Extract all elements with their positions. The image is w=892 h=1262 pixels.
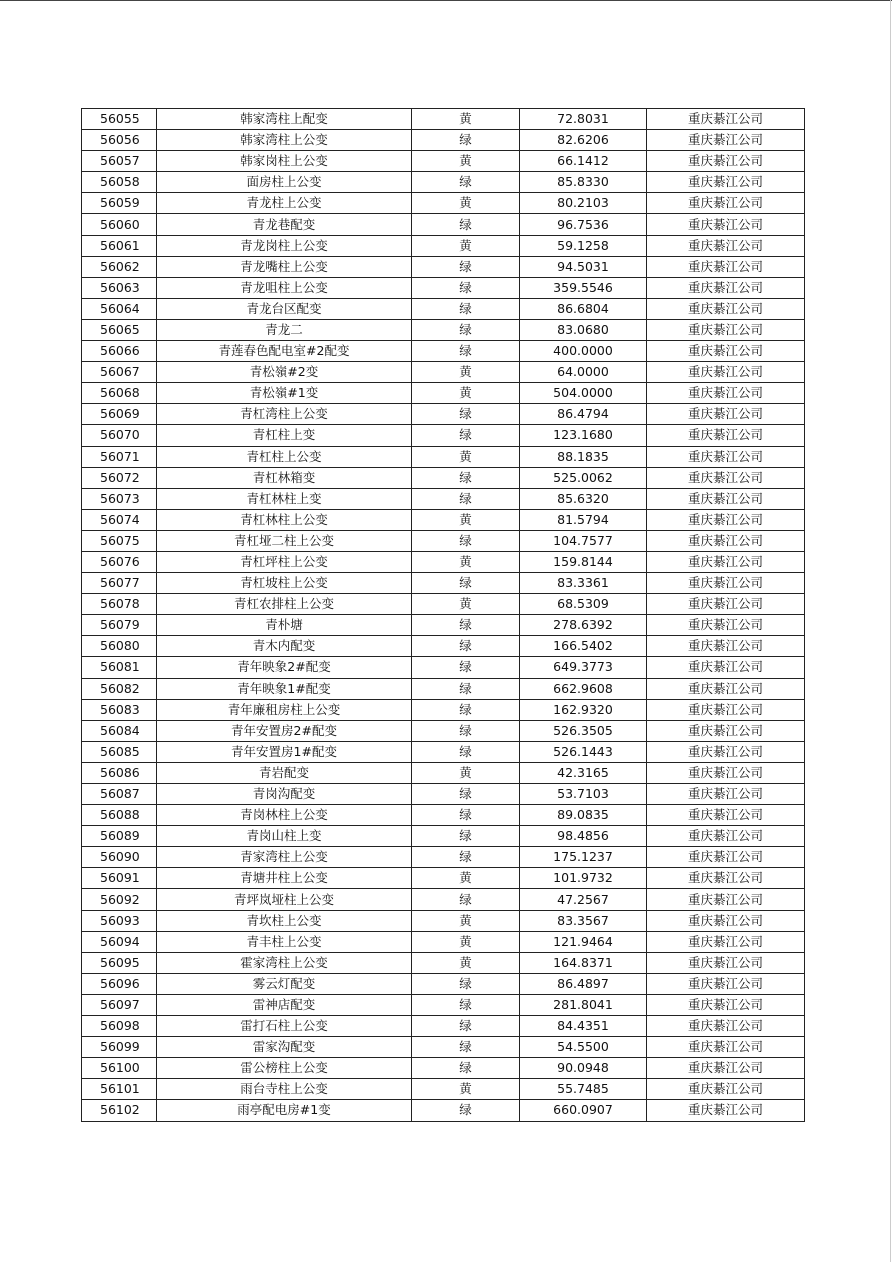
cell-id: 56058: [82, 172, 157, 193]
cell-level: 黄: [412, 762, 520, 783]
cell-company: 重庆綦江公司: [647, 467, 805, 488]
cell-level: 黄: [412, 383, 520, 404]
table-row: [82, 151, 805, 172]
cell-value: 96.7536: [520, 214, 647, 235]
table-row: [82, 910, 805, 931]
cell-level: 绿: [412, 256, 520, 277]
cell-value: 121.9464: [520, 931, 647, 952]
table-row: [82, 973, 805, 994]
cell-id: 56061: [82, 235, 157, 256]
cell-value: 85.8330: [520, 172, 647, 193]
cell-value: 660.0907: [520, 1100, 647, 1121]
cell-name: 青岩配变: [157, 762, 412, 783]
cell-name: 青龙巷配变: [157, 214, 412, 235]
cell-name: 青龙柱上公变: [157, 193, 412, 214]
cell-id: 56084: [82, 720, 157, 741]
cell-level: 黄: [412, 868, 520, 889]
cell-level: 黄: [412, 910, 520, 931]
table-row: [82, 952, 805, 973]
cell-value: 81.5794: [520, 509, 647, 530]
cell-level: 绿: [412, 636, 520, 657]
cell-value: 72.8031: [520, 109, 647, 130]
cell-name: 青家湾柱上公变: [157, 847, 412, 868]
cell-id: 56067: [82, 362, 157, 383]
cell-id: 56060: [82, 214, 157, 235]
table-row: [82, 256, 805, 277]
table-row: [82, 678, 805, 699]
cell-company: 重庆綦江公司: [647, 741, 805, 762]
table-row: [82, 762, 805, 783]
cell-company: 重庆綦江公司: [647, 826, 805, 847]
table-row: [82, 805, 805, 826]
table-row: [82, 826, 805, 847]
cell-value: 54.5500: [520, 1037, 647, 1058]
cell-id: 56059: [82, 193, 157, 214]
cell-id: 56091: [82, 868, 157, 889]
cell-level: 黄: [412, 952, 520, 973]
cell-id: 56097: [82, 994, 157, 1015]
cell-value: 89.0835: [520, 805, 647, 826]
cell-level: 黄: [412, 235, 520, 256]
cell-name: 青年安置房1#配变: [157, 741, 412, 762]
cell-name: 青年映象2#配变: [157, 657, 412, 678]
cell-value: 47.2567: [520, 889, 647, 910]
cell-id: 56080: [82, 636, 157, 657]
cell-company: 重庆綦江公司: [647, 994, 805, 1015]
cell-level: 绿: [412, 319, 520, 340]
cell-id: 56101: [82, 1079, 157, 1100]
cell-company: 重庆綦江公司: [647, 1058, 805, 1079]
cell-level: 绿: [412, 678, 520, 699]
cell-level: 黄: [412, 509, 520, 530]
table-row: [82, 404, 805, 425]
cell-level: 黄: [412, 362, 520, 383]
cell-id: 56073: [82, 488, 157, 509]
cell-id: 56082: [82, 678, 157, 699]
cell-id: 56089: [82, 826, 157, 847]
table-row: [82, 551, 805, 572]
cell-level: 绿: [412, 214, 520, 235]
cell-company: 重庆綦江公司: [647, 425, 805, 446]
cell-id: 56077: [82, 573, 157, 594]
cell-id: 56057: [82, 151, 157, 172]
cell-name: 青杠垭二柱上公变: [157, 530, 412, 551]
cell-value: 175.1237: [520, 847, 647, 868]
cell-id: 56075: [82, 530, 157, 551]
table-row: [82, 594, 805, 615]
table-row: [82, 994, 805, 1015]
cell-level: 绿: [412, 298, 520, 319]
table-body: [82, 109, 805, 1122]
cell-id: 56066: [82, 341, 157, 362]
cell-name: 霍家湾柱上公变: [157, 952, 412, 973]
cell-name: 青龙咀柱上公变: [157, 277, 412, 298]
cell-name: 青松嶺#1变: [157, 383, 412, 404]
cell-name: 青塘井柱上公变: [157, 868, 412, 889]
cell-id: 56100: [82, 1058, 157, 1079]
cell-id: 56094: [82, 931, 157, 952]
table-row: [82, 298, 805, 319]
table-row: [82, 889, 805, 910]
cell-company: 重庆綦江公司: [647, 678, 805, 699]
cell-company: 重庆綦江公司: [647, 130, 805, 151]
cell-value: 42.3165: [520, 762, 647, 783]
cell-value: 85.6320: [520, 488, 647, 509]
cell-company: 重庆綦江公司: [647, 193, 805, 214]
transformer-table: [81, 108, 805, 1122]
cell-value: 68.5309: [520, 594, 647, 615]
cell-name: 青莲春色配电室#2配变: [157, 341, 412, 362]
cell-name: 青岗山柱上变: [157, 826, 412, 847]
cell-id: 56056: [82, 130, 157, 151]
cell-value: 94.5031: [520, 256, 647, 277]
cell-value: 88.1835: [520, 446, 647, 467]
cell-id: 56069: [82, 404, 157, 425]
table-row: [82, 488, 805, 509]
cell-level: 绿: [412, 657, 520, 678]
cell-level: 绿: [412, 1058, 520, 1079]
cell-value: 123.1680: [520, 425, 647, 446]
cell-id: 56083: [82, 699, 157, 720]
cell-company: 重庆綦江公司: [647, 720, 805, 741]
cell-company: 重庆綦江公司: [647, 889, 805, 910]
table-row: [82, 868, 805, 889]
table-row: [82, 446, 805, 467]
cell-level: 黄: [412, 551, 520, 572]
cell-id: 56065: [82, 319, 157, 340]
cell-level: 绿: [412, 741, 520, 762]
cell-name: 雷打石柱上公变: [157, 1016, 412, 1037]
cell-name: 青杠坡柱上公变: [157, 573, 412, 594]
table-row: [82, 341, 805, 362]
cell-id: 56092: [82, 889, 157, 910]
table-row: [82, 235, 805, 256]
cell-name: 青朴塘: [157, 615, 412, 636]
table-row: [82, 1016, 805, 1037]
cell-name: 青龙二: [157, 319, 412, 340]
table-row: [82, 1079, 805, 1100]
cell-name: 雨亭配电房#1变: [157, 1100, 412, 1121]
cell-value: 526.3505: [520, 720, 647, 741]
table-row: [82, 784, 805, 805]
cell-name: 青龙岗柱上公变: [157, 235, 412, 256]
cell-value: 166.5402: [520, 636, 647, 657]
cell-level: 黄: [412, 193, 520, 214]
cell-id: 56081: [82, 657, 157, 678]
cell-level: 绿: [412, 573, 520, 594]
cell-id: 56063: [82, 277, 157, 298]
cell-name: 青杠林柱上变: [157, 488, 412, 509]
cell-value: 59.1258: [520, 235, 647, 256]
table-row: [82, 509, 805, 530]
cell-level: 黄: [412, 151, 520, 172]
cell-company: 重庆綦江公司: [647, 1016, 805, 1037]
cell-company: 重庆綦江公司: [647, 573, 805, 594]
cell-value: 504.0000: [520, 383, 647, 404]
cell-company: 重庆綦江公司: [647, 530, 805, 551]
cell-value: 80.2103: [520, 193, 647, 214]
cell-id: 56070: [82, 425, 157, 446]
cell-level: 绿: [412, 826, 520, 847]
cell-name: 雾云灯配变: [157, 973, 412, 994]
cell-company: 重庆綦江公司: [647, 551, 805, 572]
cell-id: 56076: [82, 551, 157, 572]
cell-id: 56064: [82, 298, 157, 319]
cell-company: 重庆綦江公司: [647, 446, 805, 467]
cell-id: 56072: [82, 467, 157, 488]
cell-id: 56095: [82, 952, 157, 973]
cell-company: 重庆綦江公司: [647, 847, 805, 868]
cell-name: 韩家湾柱上公变: [157, 130, 412, 151]
cell-level: 绿: [412, 404, 520, 425]
cell-id: 56062: [82, 256, 157, 277]
table-row: [82, 1100, 805, 1121]
cell-level: 绿: [412, 1037, 520, 1058]
cell-name: 青松嶺#2变: [157, 362, 412, 383]
table-row: [82, 720, 805, 741]
cell-name: 青杠柱上公变: [157, 446, 412, 467]
cell-company: 重庆綦江公司: [647, 383, 805, 404]
cell-value: 83.3361: [520, 573, 647, 594]
table-row: [82, 383, 805, 404]
cell-value: 66.1412: [520, 151, 647, 172]
cell-level: 绿: [412, 172, 520, 193]
cell-name: 青龙嘴柱上公变: [157, 256, 412, 277]
cell-level: 绿: [412, 847, 520, 868]
cell-value: 164.8371: [520, 952, 647, 973]
cell-company: 重庆綦江公司: [647, 699, 805, 720]
cell-level: 黄: [412, 1079, 520, 1100]
cell-value: 281.8041: [520, 994, 647, 1015]
cell-value: 526.1443: [520, 741, 647, 762]
cell-name: 韩家湾柱上配变: [157, 109, 412, 130]
cell-company: 重庆綦江公司: [647, 657, 805, 678]
table-row: [82, 615, 805, 636]
table-row: [82, 530, 805, 551]
cell-name: 青坪岚垭柱上公变: [157, 889, 412, 910]
cell-name: 青杠坪柱上公变: [157, 551, 412, 572]
cell-id: 56102: [82, 1100, 157, 1121]
cell-value: 53.7103: [520, 784, 647, 805]
cell-id: 56096: [82, 973, 157, 994]
cell-id: 56090: [82, 847, 157, 868]
table-row: [82, 657, 805, 678]
cell-company: 重庆綦江公司: [647, 256, 805, 277]
cell-value: 278.6392: [520, 615, 647, 636]
cell-id: 56068: [82, 383, 157, 404]
cell-name: 青龙台区配变: [157, 298, 412, 319]
cell-name: 面房柱上公变: [157, 172, 412, 193]
cell-value: 84.4351: [520, 1016, 647, 1037]
cell-company: 重庆綦江公司: [647, 1100, 805, 1121]
cell-company: 重庆綦江公司: [647, 109, 805, 130]
cell-company: 重庆綦江公司: [647, 362, 805, 383]
cell-company: 重庆綦江公司: [647, 762, 805, 783]
cell-name: 青杠农排柱上公变: [157, 594, 412, 615]
cell-company: 重庆綦江公司: [647, 235, 805, 256]
cell-value: 101.9732: [520, 868, 647, 889]
cell-id: 56093: [82, 910, 157, 931]
cell-name: 青杠湾柱上公变: [157, 404, 412, 425]
cell-level: 绿: [412, 615, 520, 636]
table-row: [82, 130, 805, 151]
table-row: [82, 1037, 805, 1058]
cell-id: 56088: [82, 805, 157, 826]
table-row: [82, 193, 805, 214]
cell-name: 青岗沟配变: [157, 784, 412, 805]
cell-company: 重庆綦江公司: [647, 214, 805, 235]
cell-company: 重庆綦江公司: [647, 298, 805, 319]
cell-name: 青年映象1#配变: [157, 678, 412, 699]
table-row: [82, 636, 805, 657]
cell-value: 64.0000: [520, 362, 647, 383]
table-row: [82, 573, 805, 594]
cell-name: 青木内配变: [157, 636, 412, 657]
cell-level: 黄: [412, 931, 520, 952]
cell-id: 56071: [82, 446, 157, 467]
table-row: [82, 1058, 805, 1079]
cell-value: 86.4794: [520, 404, 647, 425]
page-right-edge: [890, 0, 891, 1262]
cell-name: 青杠柱上变: [157, 425, 412, 446]
table-row: [82, 931, 805, 952]
cell-id: 56078: [82, 594, 157, 615]
cell-value: 82.6206: [520, 130, 647, 151]
cell-name: 青年安置房2#配变: [157, 720, 412, 741]
cell-company: 重庆綦江公司: [647, 805, 805, 826]
cell-name: 青年廉租房柱上公变: [157, 699, 412, 720]
cell-level: 绿: [412, 130, 520, 151]
table-row: [82, 699, 805, 720]
cell-company: 重庆綦江公司: [647, 910, 805, 931]
cell-level: 绿: [412, 488, 520, 509]
table-row: [82, 362, 805, 383]
cell-level: 黄: [412, 109, 520, 130]
cell-value: 83.3567: [520, 910, 647, 931]
cell-level: 绿: [412, 341, 520, 362]
table-row: [82, 214, 805, 235]
cell-id: 56074: [82, 509, 157, 530]
table-row: [82, 277, 805, 298]
cell-company: 重庆綦江公司: [647, 341, 805, 362]
cell-level: 黄: [412, 594, 520, 615]
cell-name: 雷公榜柱上公变: [157, 1058, 412, 1079]
cell-level: 绿: [412, 1016, 520, 1037]
cell-company: 重庆綦江公司: [647, 277, 805, 298]
cell-company: 重庆綦江公司: [647, 509, 805, 530]
cell-level: 绿: [412, 530, 520, 551]
cell-company: 重庆綦江公司: [647, 868, 805, 889]
cell-id: 56079: [82, 615, 157, 636]
cell-company: 重庆綦江公司: [647, 952, 805, 973]
cell-value: 662.9608: [520, 678, 647, 699]
cell-level: 绿: [412, 784, 520, 805]
cell-name: 青丰柱上公变: [157, 931, 412, 952]
cell-level: 绿: [412, 699, 520, 720]
cell-value: 162.9320: [520, 699, 647, 720]
cell-company: 重庆綦江公司: [647, 151, 805, 172]
cell-id: 56087: [82, 784, 157, 805]
cell-level: 黄: [412, 446, 520, 467]
cell-value: 159.8144: [520, 551, 647, 572]
cell-name: 雨台寺柱上公变: [157, 1079, 412, 1100]
cell-value: 86.4897: [520, 973, 647, 994]
cell-level: 绿: [412, 1100, 520, 1121]
cell-company: 重庆綦江公司: [647, 172, 805, 193]
cell-company: 重庆綦江公司: [647, 784, 805, 805]
cell-company: 重庆綦江公司: [647, 1079, 805, 1100]
cell-value: 55.7485: [520, 1079, 647, 1100]
cell-company: 重庆綦江公司: [647, 594, 805, 615]
cell-value: 90.0948: [520, 1058, 647, 1079]
cell-level: 绿: [412, 889, 520, 910]
table-row: [82, 109, 805, 130]
cell-company: 重庆綦江公司: [647, 615, 805, 636]
cell-company: 重庆綦江公司: [647, 636, 805, 657]
cell-company: 重庆綦江公司: [647, 488, 805, 509]
cell-name: 青坎柱上公变: [157, 910, 412, 931]
table-row: [82, 425, 805, 446]
cell-company: 重庆綦江公司: [647, 931, 805, 952]
cell-value: 359.5546: [520, 277, 647, 298]
cell-id: 56055: [82, 109, 157, 130]
cell-name: 青杠林箱变: [157, 467, 412, 488]
cell-level: 绿: [412, 277, 520, 298]
cell-id: 56085: [82, 741, 157, 762]
cell-name: 韩家岗柱上公变: [157, 151, 412, 172]
cell-company: 重庆綦江公司: [647, 404, 805, 425]
cell-value: 86.6804: [520, 298, 647, 319]
cell-value: 83.0680: [520, 319, 647, 340]
table-row: [82, 319, 805, 340]
cell-value: 104.7577: [520, 530, 647, 551]
cell-id: 56086: [82, 762, 157, 783]
table-row: [82, 172, 805, 193]
cell-level: 绿: [412, 720, 520, 741]
page-top-edge: [0, 0, 892, 1]
cell-company: 重庆綦江公司: [647, 1037, 805, 1058]
cell-value: 98.4856: [520, 826, 647, 847]
cell-level: 绿: [412, 805, 520, 826]
cell-value: 525.0062: [520, 467, 647, 488]
cell-id: 56099: [82, 1037, 157, 1058]
cell-name: 青杠林柱上公变: [157, 509, 412, 530]
cell-level: 绿: [412, 425, 520, 446]
table-row: [82, 741, 805, 762]
cell-company: 重庆綦江公司: [647, 973, 805, 994]
table-row: [82, 467, 805, 488]
cell-name: 雷神店配变: [157, 994, 412, 1015]
cell-value: 649.3773: [520, 657, 647, 678]
cell-name: 雷家沟配变: [157, 1037, 412, 1058]
cell-level: 绿: [412, 467, 520, 488]
table-row: [82, 847, 805, 868]
cell-value: 400.0000: [520, 341, 647, 362]
cell-name: 青岗林柱上公变: [157, 805, 412, 826]
cell-level: 绿: [412, 994, 520, 1015]
cell-id: 56098: [82, 1016, 157, 1037]
cell-level: 绿: [412, 973, 520, 994]
cell-company: 重庆綦江公司: [647, 319, 805, 340]
